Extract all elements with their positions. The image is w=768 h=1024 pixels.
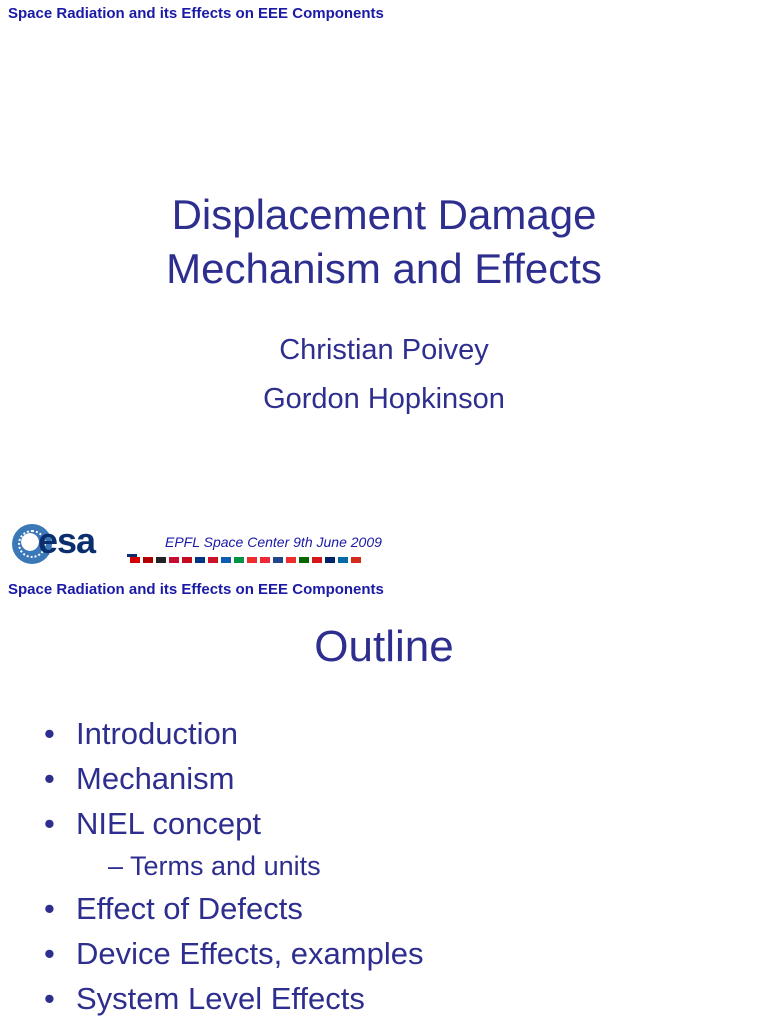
- outline-item-text: Introduction: [76, 716, 238, 751]
- flag-icon: [182, 557, 192, 563]
- bullet-icon: •: [44, 761, 55, 796]
- flag-icon: [286, 557, 296, 563]
- outline-item-text: NIEL concept: [76, 806, 261, 841]
- author-1: Christian Poivey: [279, 334, 489, 366]
- flag-icon: [351, 557, 361, 563]
- slide-footer: [8, 520, 428, 570]
- outline-item-text: Effect of Defects: [76, 891, 303, 926]
- title-line-1: Displacement Damage: [171, 191, 597, 238]
- outline-item: [44, 711, 423, 756]
- outline-item: [44, 886, 423, 931]
- member-state-flags: [130, 557, 361, 563]
- slide-header: Space Radiation and its Effects on EEE Components: [8, 5, 384, 22]
- flag-icon: [247, 557, 257, 563]
- outline-item-text: Mechanism: [76, 761, 235, 796]
- flag-icon: [195, 557, 205, 563]
- slide-outline: [0, 576, 768, 1024]
- outline-subitem: [44, 846, 423, 886]
- outline-item: [44, 931, 423, 976]
- slide-title-text: [0, 188, 768, 296]
- author-2: Gordon Hopkinson: [263, 383, 505, 415]
- bullet-icon: •: [44, 981, 55, 1016]
- flag-icon: [234, 557, 244, 563]
- outline-item: [44, 976, 423, 1021]
- title-line-2: Mechanism and Effects: [166, 245, 602, 292]
- outline-item-text: System Level Effects: [76, 981, 365, 1016]
- outline-item-text: – Terms and units: [108, 851, 321, 881]
- flag-icon: [338, 557, 348, 563]
- esa-logo: esa: [38, 520, 96, 561]
- outline-item-text: Device Effects, examples: [76, 936, 424, 971]
- flag-icon: [169, 557, 179, 563]
- slide-header: Space Radiation and its Effects on EEE Components: [8, 581, 384, 598]
- flag-icon: [325, 557, 335, 563]
- flag-icon: [130, 557, 140, 563]
- bullet-icon: •: [44, 936, 55, 971]
- event-caption: EPFL Space Center 9th June 2009: [165, 534, 382, 550]
- bullet-icon: •: [44, 891, 55, 926]
- outline-item: [44, 801, 423, 846]
- outline-item: [44, 756, 423, 801]
- flag-icon: [156, 557, 166, 563]
- bullet-icon: •: [44, 806, 55, 841]
- flag-icon: [312, 557, 322, 563]
- outline-list: [44, 711, 423, 1021]
- flag-icon: [208, 557, 218, 563]
- flag-icon: [143, 557, 153, 563]
- outline-title: Outline: [314, 622, 454, 671]
- bullet-icon: •: [44, 716, 55, 751]
- flag-icon: [273, 557, 283, 563]
- flag-icon: [221, 557, 231, 563]
- flag-icon: [260, 557, 270, 563]
- flag-icon: [299, 557, 309, 563]
